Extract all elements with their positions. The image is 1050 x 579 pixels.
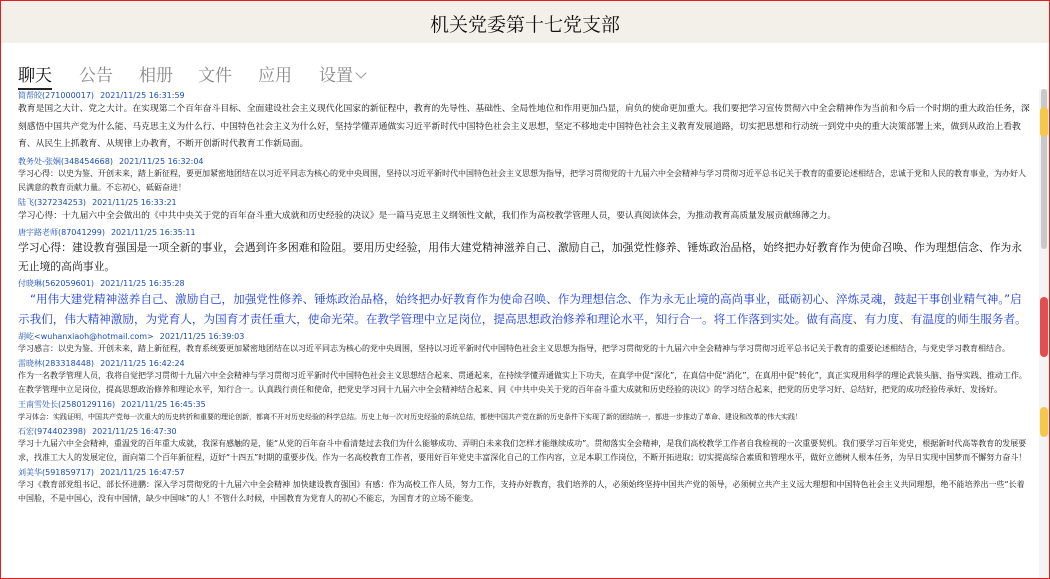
message-text: 作为一名教学管理人员，我将自觉把学习贯彻十九届六中全会精神与学习贯彻习近平新时代中国特色社会主义思想结合起来、贯通起来，在持续学懂弄通做实上下功夫，在真学中促“深化”，在真信中促“消化”，在真用中促“转化”，真正实现用科学的理论武装头脑、指导实践、推动工作。在教学管理中立足岗位，提高思想政治修养和理论水平，知行合一。认真践行责任和使命，把党史学习同十九届六中全会精神结合起来、同《中共中央关于党的百年奋斗重大成就和历史经验的决议》的学习结合起来，把党的历史学习好、总结好，把党的成功经验传承好、发扬好。: [18, 371, 1027, 394]
side-decoration: [1039, 47, 1049, 577]
tab-settings-label: 设置: [319, 66, 353, 86]
decoration-mark: [1040, 407, 1048, 437]
decoration-mark: [1040, 107, 1048, 137]
message-header: [18, 426, 1030, 437]
message-text: 学习体会：实践证明，中国共产党每一次重大的历史转折和重要的理论创新，都离不开对历史经验的科学总结。历史上每一次对历史经验的系统总结，都使中国共产党在新的历史条件下实现了新的团结统一，都进一步推动了革命、建设和改革的伟大实践！: [18, 413, 802, 421]
tab-settings[interactable]: [319, 61, 365, 86]
tab-album[interactable]: 相册: [139, 66, 173, 86]
message-time: 2021/11/25 16:42:24: [100, 359, 185, 368]
sender-name[interactable]: 雷晓林(283318448): [18, 359, 95, 368]
message-time: 2021/11/25 16:33:21: [92, 197, 177, 207]
message-time: 2021/11/25 16:47:57: [100, 468, 185, 477]
message-text: 学习十九届六中全会精神，重温党的百年重大成就，我深有感触的是，能“从党的百年奋斗中看清楚过去我们为什么能够成功、弄明白未来我们怎样才能继续成功”。贯彻落实全会精神，是我们高校教学工作者自我检视的一次重要契机。我们要学习百年党史，根据新时代高等教育的发展要求，找准工大人的发展定位，面向第二个百年新征程，迈好“十四五”时期的重要步伐。作为一名高校教育工作者，要用好百年党史丰富深化自己的工作内容，立足本职工作岗位，不断开拓进取；切实提高综合素质和管理水平，做好立德树人根本任务，为早日实现中国梦而不懈努力奋斗！: [18, 439, 1027, 462]
message-header: [18, 467, 1030, 478]
decoration-mark: [1040, 297, 1048, 357]
message-header: [18, 331, 1030, 342]
tab-files[interactable]: 文件: [198, 66, 232, 86]
chevron-down-icon: [355, 67, 366, 78]
message-time: 2021/11/25 16:32:04: [118, 156, 204, 166]
message-time: 2021/11/25 16:35:28: [100, 279, 185, 288]
window-title: 机关党委第十七党支部: [429, 14, 620, 36]
sender-name[interactable]: 陆飞(327234253): [18, 197, 87, 207]
tab-chat[interactable]: 聊天: [18, 66, 52, 86]
title-bar: [1, 1, 1049, 44]
message-header: [18, 358, 1030, 369]
tab-announcements[interactable]: 公告: [79, 66, 113, 86]
message-header: [18, 278, 1030, 289]
chat-feed[interactable]: [1, 89, 1037, 578]
message-text: 学习感言：以史为鉴、开创未来，踏上新征程，教育系统要更加紧密地团结在以习近平同志为核心的党中央周围，坚持以习近平新时代中国特色社会主义思想为指导，把学习贯彻党的十九届六中全会精神与学习贯彻习近平总书记关于教育的重要论述相结合，与党史学习教育相结合。: [18, 344, 1010, 353]
message-header: [18, 156, 1030, 167]
sender-name[interactable]: 付晓琳(562059601): [18, 279, 95, 288]
message-time: 2021/11/25 16:45:35: [121, 400, 206, 409]
sender-name[interactable]: 简帮皎(271000017): [18, 91, 95, 100]
message-header: [18, 197, 1030, 208]
message-header: [18, 90, 1030, 101]
message-text: 学习心得：以史为鉴、开创未来，踏上新征程，要更加紧密地团结在以习近平同志为核心的党中央周围，坚持以习近平新时代中国特色社会主义思想为指导，把学习贯彻党的十九届六中全会精神与学习贯彻习近平总书记关于教育的重要论述相结合，忠诚于党和人民的教育事业，为办好人民满意的教育贡献力量。不忘初心，砥砺奋进！: [18, 168, 1026, 192]
sender-name[interactable]: 唐宇路老师(87041299): [18, 228, 105, 237]
tab-apps[interactable]: 应用: [258, 66, 292, 86]
sender-name[interactable]: 石宏(974402398): [18, 427, 87, 436]
message-time: 2021/11/25 16:47:30: [92, 427, 177, 436]
message-text: 学习《教育部党组书记、部长怀进鹏：深入学习贯彻党的十九届六中全会精神 加快建设教育强国》有感：作为高校工作人员，努力工作，支持办好教育，我们培养的人，必须始终坚持中国共产党的领导，必须树立共产主义远大理想和中国特色社会主义共同理想，绝不能培养出一些“长着中国脸，不是中国心，没有中国情，缺少中国味”的人！不管什么时候，中国教育为党育人的初心不能忘，为国育才的立场不能变。: [18, 480, 1025, 503]
message-time: 2021/11/25 16:31:59: [100, 91, 185, 100]
message-time: 2021/11/25 16:35:11: [110, 228, 196, 237]
message-text: 学习心得：建设教育强国是一项全新的事业，会遇到许多困难和险阻。要用历史经验，用伟大建党精神滋养自己、激励自己，加强党性修养、锤炼政治品格，始终把办好教育作为使命召唤、作为理想信念、作为永无止境的高尚事业。: [18, 241, 1023, 273]
sender-name[interactable]: 教务处-张娴(348454668): [18, 156, 113, 166]
message-header: [18, 399, 1030, 410]
tab-bar: [1, 43, 1049, 89]
message-text: “用伟大建党精神滋养自己、激励自己，加强党性修养、锤炼政治品格，始终把办好教育作为使命召唤、作为理想信念、作为永无止境的高尚事业，砥砺初心、淬炼灵魂，鼓起干事创业精气神。”启示我们，伟大精神激励，为党育人，为国育才责任重大，使命光荣。在教学管理中立足岗位，提高思想政治修养和理论水平，知行合一。将工作落到实处。做有高度、有力度、有温度的师生服务者。: [18, 292, 1027, 326]
message-list: [18, 89, 1030, 508]
message-text: 教育是国之大计、党之大计。在实现第二个百年奋斗目标、全面建设社会主义现代化国家的新征程中，教育的先导性、基础性、全局性地位和作用更加凸显，肩负的使命更加重大。我们要把学习宣传贯彻六中全会精神作为当前和今后一个时期的重大政治任务，深刻感悟中国共产党为什么能、马克思主义为什么行、中国特色社会主义为什么好，坚持学懂弄通做实习近平新时代中国特色社会主义思想，坚定不移地走中国特色社会主义教育发展道路，切实把思想和行动统一到党中央的重大决策部署上来，做到从政治上看教育、从民生上抓教育、从规律上办教育，不断开创新时代教育工作新局面。: [18, 104, 1030, 149]
message-time: 2021/11/25 16:39:03: [159, 332, 245, 341]
message-header: [18, 227, 1030, 238]
message-text: 学习心得：十九届六中全会做出的《中共中央关于党的百年奋斗重大成就和历史经验的决议》是一篇马克思主义纲领性文献，我们作为高校教学管理人员，要认真阅读体会，为推动教育高质量发展贡献绵薄之力。: [18, 210, 837, 221]
sender-name[interactable]: 刘美华(591859717): [18, 468, 95, 477]
sender-name[interactable]: 胡屹<wuhanxiaoh@hotmail.com>: [18, 332, 154, 341]
sender-name[interactable]: 王南雪处长(2580129116): [18, 400, 116, 409]
